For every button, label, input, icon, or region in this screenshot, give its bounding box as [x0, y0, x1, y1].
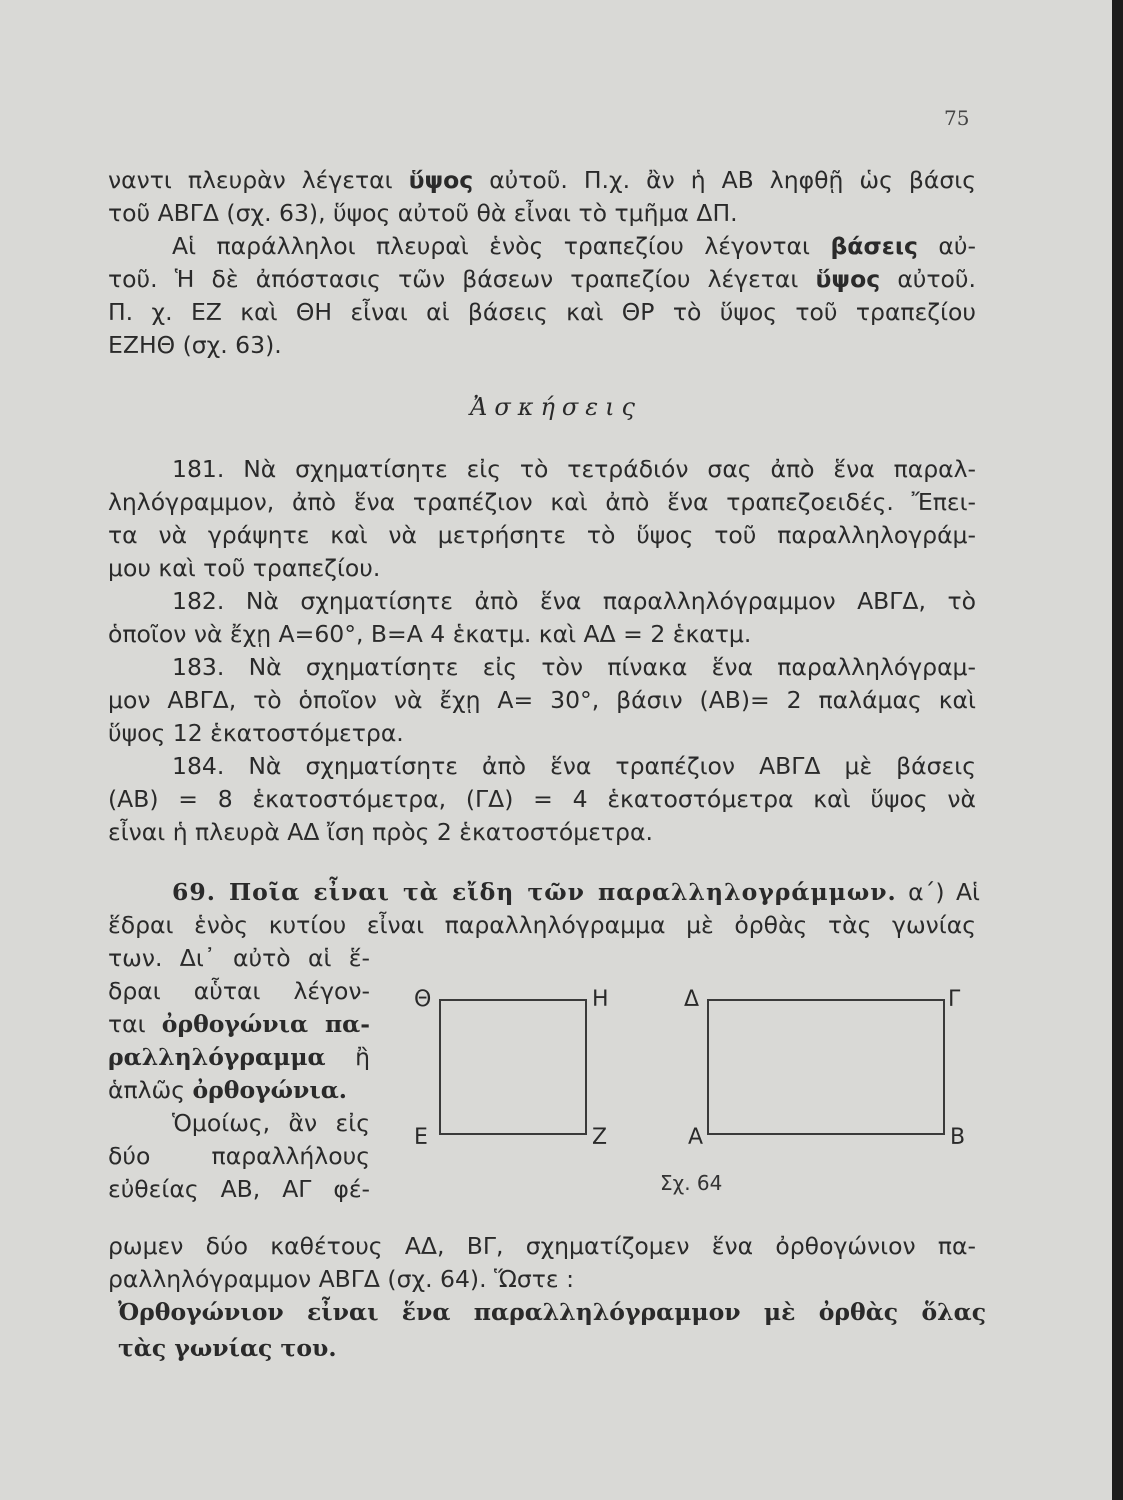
rectangle-abgd — [708, 1000, 944, 1134]
definition-line: τὰς γωνίας του. — [118, 1334, 337, 1362]
vertex-label-zeta: Ζ — [592, 1125, 608, 1150]
intro-text: τοῦ. Ἡ δὲ ἀπόστασις τῶν βάσεων τραπεζίου λέγεται — [108, 265, 816, 293]
page-edge — [1112, 0, 1123, 1500]
vertex-label-delta: Δ — [684, 987, 700, 1012]
emphasized-term: ὕψος — [815, 265, 881, 293]
intro-text: Π. χ. ΕΖ καὶ ΘΗ εἶναι αἱ βάσεις καὶ ΘΡ τὸ ὕψος τοῦ τραπεζίου — [108, 298, 976, 326]
exercise-line: εἶναι ἡ πλευρὰ ΑΔ ἴση πρὸς 2 ἑκατοστόμετρα. — [108, 818, 653, 846]
section-title-continuation: α΄) Αἱ — [908, 878, 980, 906]
exercise-line: τα νὰ γράψητε καὶ νὰ μετρήσητε τὸ ὕψος τοῦ παραλληλογράμ- — [108, 521, 976, 549]
vertex-label-theta: Θ — [414, 987, 432, 1012]
narrow-text: Ὁμοίως, ἂν εἰς — [172, 1109, 370, 1137]
intro-text: τοῦ ΑΒΓΔ (σχ. 63), ὕψος αὐτοῦ θὰ εἶναι τὸ τμῆμα ΔΠ. — [108, 199, 738, 227]
exercise-line: 184. Νὰ σχηματίσητε ἀπὸ ἕνα τραπέζιον ΑΒΓΔ μὲ βάσεις — [172, 752, 976, 780]
vertex-label-beta: Β — [950, 1125, 966, 1150]
emphasized-term: ὀρθογώνια. — [192, 1076, 347, 1104]
narrow-text: δύο παραλλήλους — [108, 1142, 370, 1170]
exercises-heading: Ἀσκήσεις — [470, 393, 642, 421]
vertex-label-alpha: Α — [688, 1125, 704, 1150]
narrow-text: των. Δι᾿ αὐτὸ αἱ ἕ- — [108, 944, 370, 972]
exercise-line: 183. Νὰ σχηματίσητε εἰς τὸν πίνακα ἕνα παραλληλόγραμ- — [172, 653, 976, 681]
exercise-line: 181. Νὰ σχηματίσητε εἰς τὸ τετράδιόν σας ἀπὸ ἕνα παραλ- — [172, 455, 976, 483]
rectangle-ezhth — [440, 1000, 586, 1134]
intro-text: αὐ- — [917, 232, 976, 260]
intro-text: αὐτοῦ. — [880, 265, 976, 293]
exercise-line: (ΑΒ) = 8 ἑκατοστόμετρα, (ΓΔ) = 4 ἑκατοστόμετρα καὶ ὕψος νὰ — [108, 785, 976, 813]
narrow-text: ται — [108, 1010, 162, 1038]
exercise-line: μου καὶ τοῦ τραπεζίου. — [108, 554, 381, 582]
narrow-text: δραι αὗται λέγον- — [108, 977, 370, 1005]
narrow-text: ἢ — [325, 1043, 370, 1071]
emphasized-term: ραλληλόγραμμα — [108, 1043, 326, 1071]
exercise-line: 182. Νὰ σχηματίσητε ἀπὸ ἕνα παραλληλόγραμμον ΑΒΓΔ, τὸ — [172, 587, 976, 615]
vertex-label-eta: Η — [592, 987, 609, 1012]
emphasized-term: βάσεις — [830, 232, 918, 260]
intro-text: ΕΖΗΘ (σχ. 63). — [108, 331, 282, 359]
exercise-line: ὕψος 12 ἑκατοστόμετρα. — [108, 719, 404, 747]
intro-text: ναντι πλευρὰν λέγεται — [108, 166, 409, 194]
exercise-line: ὁποῖον νὰ ἔχῃ Α=60°, Β=Α 4 ἑκατμ. καὶ ΑΔ = 2 ἑκατμ. — [108, 620, 752, 648]
emphasized-term: ὀρθογώνια πα- — [161, 1010, 370, 1038]
exercise-line: ληλόγραμμον, ἀπὸ ἕνα τραπέζιον καὶ ἀπὸ ἕνα τραπεζοειδές. Ἔπει- — [108, 488, 976, 516]
page-number: 75 — [944, 106, 970, 130]
narrow-text: εὐθείας ΑΒ, ΑΓ φέ- — [108, 1175, 370, 1203]
vertex-label-gamma: Γ — [948, 987, 961, 1012]
narrow-text: ἁπλῶς — [108, 1076, 193, 1104]
section-line: ραλληλόγραμμον ΑΒΓΔ (σχ. 64). Ὥστε : — [108, 1265, 574, 1293]
emphasized-term: ὕψος — [408, 166, 474, 194]
intro-text: αὐτοῦ. Π.χ. ἂν ἡ ΑΒ ληφθῇ ὡς βάσις — [473, 166, 976, 194]
figure-caption: Σχ. 64 — [660, 1171, 723, 1195]
vertex-label-epsilon: Ε — [414, 1125, 428, 1150]
section-line: ἕδραι ἑνὸς κυτίου εἶναι παραλληλόγραμμα μὲ ὀρθὰς τὰς γωνίας — [108, 911, 976, 939]
exercise-line: μον ΑΒΓΔ, τὸ ὁποῖον νὰ ἔχῃ Α= 30°, βάσιν (ΑΒ)= 2 παλάμας καὶ — [108, 686, 976, 714]
section-title: 69. Ποῖα εἶναι τὰ εἴδη τῶν παραλληλογράμμων. — [172, 878, 897, 906]
section-line: ρωμεν δύο καθέτους ΑΔ, ΒΓ, σχηματίζομεν ἕνα ὀρθογώνιον πα- — [108, 1232, 976, 1260]
definition-line: Ὀρθογώνιον εἶναι ἕνα παραλληλόγραμμον μὲ ὀρθὰς ὅλας — [118, 1298, 986, 1326]
intro-text: Αἱ παράλληλοι πλευραὶ ἑνὸς τραπεζίου λέγονται — [172, 232, 831, 260]
